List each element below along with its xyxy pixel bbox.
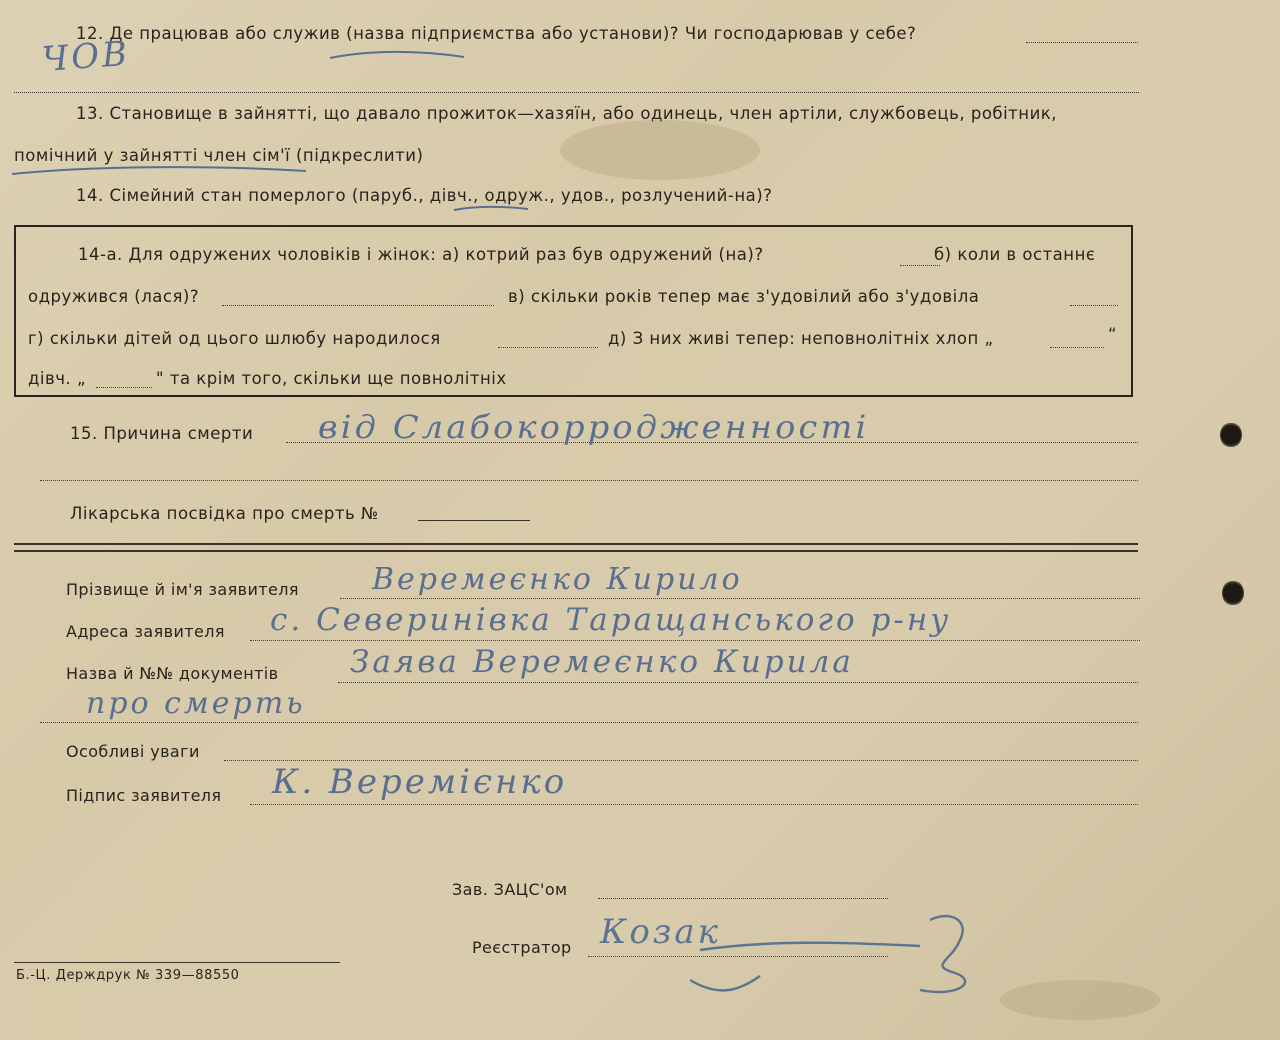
q14a-line4a: дівч. „: [28, 369, 87, 388]
q14a-line2a: одружився (лася)?: [28, 287, 200, 306]
q12-handwritten-answer: ЧОВ: [40, 33, 132, 80]
dotted-line: [96, 387, 152, 388]
dotted-line: [40, 722, 1138, 723]
handwritten-underline: [452, 200, 532, 216]
applicant-address-label: Адреса заявителя: [66, 622, 225, 641]
dotted-line: [224, 760, 1138, 761]
dotted-line: [900, 265, 940, 266]
section-divider: [14, 543, 1138, 545]
dotted-line: [1026, 42, 1138, 43]
dotted-line: [340, 598, 1140, 599]
documents-handwritten-line1: Заява Веремеєнко Кирила: [350, 644, 854, 680]
dotted-line: [222, 305, 494, 306]
q14a-line2b: в) скільки років тепер має з'удовілий або з'удовіла: [508, 287, 980, 306]
underline: [418, 520, 530, 521]
question-15-label: 15. Причина смерти: [70, 424, 254, 443]
punch-hole: [1220, 422, 1242, 448]
q14a-line4b: " та крім того, скільки ще повнолітніх: [156, 369, 507, 388]
q14a-line3b: д) З них живі тепер: неповнолітніх хлоп „: [608, 329, 994, 348]
dotted-line: [40, 480, 1138, 481]
question-13-line1: 13. Становище в зайнятті, що давало прожиток—хазяїн, або одинець, член артіли, службовець, робітник,: [76, 104, 1058, 123]
documents-handwritten-line2: про смерть: [86, 686, 306, 721]
applicant-name-handwritten: Веремеєнко Кирило: [372, 562, 743, 597]
applicant-address-handwritten: с. Северинівка Таращанського р-ну: [270, 602, 952, 638]
section-divider: [14, 550, 1138, 552]
applicant-signature-label: Підпис заявителя: [66, 786, 222, 805]
q14a-line1a: 14-а. Для одружених чоловіків і жінок: а) котрий раз був одружений (на)?: [78, 245, 764, 264]
registrar-label: Реєстратор: [472, 938, 572, 957]
signature-flourish: [690, 880, 1010, 1010]
q15-handwritten-answer: від Слабокорродженності: [318, 408, 870, 446]
punch-hole: [1222, 580, 1244, 606]
dotted-line: [14, 92, 1139, 93]
special-notes-label: Особливі уваги: [66, 742, 200, 761]
footer-rule: [14, 962, 340, 963]
dotted-line: [250, 804, 1138, 805]
applicant-name-label: Прізвище й ім'я заявителя: [66, 580, 299, 599]
dotted-line: [1050, 347, 1104, 348]
handwritten-underline: [328, 48, 468, 64]
dotted-line: [250, 640, 1140, 641]
dotted-line: [338, 682, 1138, 683]
q14a-line3c: “: [1108, 325, 1118, 344]
question-14: 14. Сімейний стан померлого (паруб., дівч., одруж., удов., розлучений-на)?: [76, 186, 773, 205]
paper-stain: [560, 120, 760, 180]
zags-head-label: Зав. ЗАЦС'ом: [452, 880, 568, 899]
registrar-signature-handwritten: Козак: [600, 912, 721, 952]
question-13-line2: помічний у зайнятті член сім'ї (підкреслити): [14, 146, 424, 165]
handwritten-underline: [10, 160, 310, 182]
q14a-line3a: г) скільки дітей од цього шлюбу народилося: [28, 329, 441, 348]
q14a-line1b: б) коли в останнє: [934, 245, 1096, 264]
question-12: 12. Де працював або служив (назва підприємства або установи)? Чи господарював у себе?: [76, 24, 917, 43]
medical-certificate-label: Лікарська посвідка про смерть №: [70, 504, 379, 523]
printer-imprint: Б.-Ц. Держдрук № 339—88550: [16, 968, 240, 983]
paper-stain: [1000, 980, 1160, 1020]
dotted-line: [1070, 305, 1118, 306]
dotted-line: [498, 347, 598, 348]
applicant-signature-handwritten: К. Веремієнко: [272, 762, 568, 802]
documents-label: Назва й №№ документів: [66, 664, 279, 683]
question-14a-box: [14, 225, 1133, 397]
